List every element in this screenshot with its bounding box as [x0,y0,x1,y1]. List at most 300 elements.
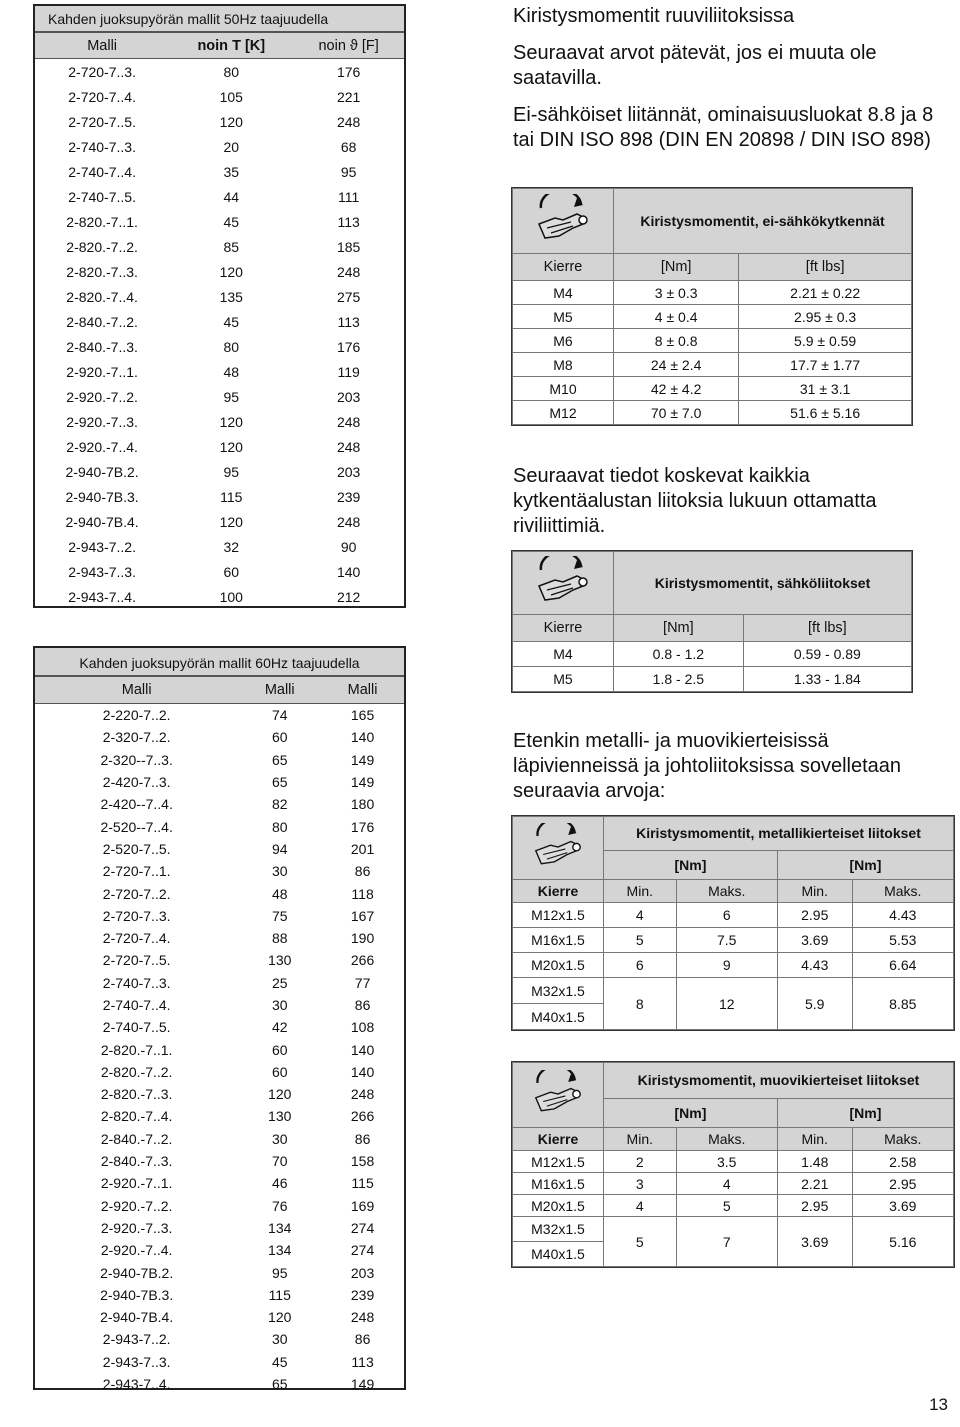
table-cell: 3 ± 0.3 [614,281,739,305]
table-row [513,305,912,329]
table-cell: 8 [604,978,677,1030]
table-row [513,953,954,978]
table-cell: 3.69 [777,1217,852,1267]
table-cell: M16x1.5 [513,928,604,953]
table-cell: 65 [271,751,288,768]
table-cell: 30 [271,1130,288,1147]
table-cell: 60 [223,563,240,580]
table-cell: 2-720-7..3. [102,907,171,924]
table-cell: 46 [271,1175,288,1192]
table-row [35,949,404,971]
header-cell: Kierre [513,615,614,642]
header-cell: Maks. [852,880,953,903]
table-row [35,1217,404,1239]
torque-table-body [513,642,912,692]
table-cell: 88 [271,930,288,947]
table-row [35,1261,404,1283]
table-cell: 5 [676,1195,777,1217]
table-row [35,1172,404,1194]
table-cell: 100 [219,588,243,605]
torque-table-title: Kiristysmomentit, muovikierteiset liitokset [604,1063,954,1099]
table-row [513,667,912,692]
table-cell: 2-420--7..4. [100,796,173,813]
table-cell: M20x1.5 [513,1195,604,1217]
unit-label: [Nm] [777,1098,953,1127]
table-cell: M12 [513,401,614,425]
table-cell: 113 [351,1353,374,1370]
table-cell: 86 [354,1331,371,1348]
table-cell: 115 [220,488,243,505]
table-cell: 2-940-7B.4. [65,513,139,530]
table-cell: 119 [337,363,360,380]
table-cell: 45 [223,313,240,330]
table-cell: 7.5 [676,928,777,953]
table-60hz [33,646,406,1393]
table-row [35,704,404,727]
table-row [35,1061,404,1083]
table-row [35,1328,404,1350]
table-cell: 158 [350,1153,375,1170]
table-cell: 201 [350,840,375,857]
header-cell: Min. [604,880,677,903]
table-cell: 2-840.-7..3. [66,338,138,355]
table-row [35,534,404,559]
table-60hz-title: Kahden juoksupyörän mallit 60Hz taajuudella [35,648,404,676]
torque-table-title-row [513,189,912,254]
table-cell: 95 [271,1264,288,1281]
table-cell: 2-840.-7..2. [66,313,138,330]
table-cell: 68 [340,138,357,155]
header-cell: [ft lbs] [739,254,912,281]
table-cell: 4 [604,903,677,928]
table-cell: 3 [604,1173,677,1195]
table-cell: 105 [219,88,243,105]
table-cell: 2-920.-7..1. [100,1175,173,1192]
table-cell: 176 [350,818,375,835]
table-cell: 2-220-7..2. [102,707,171,724]
table-cell: 80 [223,63,240,80]
table-cell: 32 [223,538,240,555]
torque-table-body [513,903,954,978]
table-cell: 1.8 - 2.5 [614,667,744,692]
wrench-icon-cell [513,1063,604,1128]
table-cell: 248 [336,438,361,455]
table-row [35,359,404,384]
table-cell: 140 [350,1041,375,1058]
table-row [35,309,404,334]
table-cell: 2-920.-7..2. [100,1197,173,1214]
table-cell: 95 [223,388,240,405]
table-cell: 2.21 ± 0.22 [739,281,912,305]
table-row [513,377,912,401]
table-cell: 48 [271,885,288,902]
table-row [35,1083,404,1105]
table-cell: 115 [351,1175,374,1192]
table-cell: 120 [268,1086,292,1103]
header-cell: Kierre [513,880,604,903]
table-cell: 76 [271,1197,288,1214]
table-row [513,353,912,377]
header-cell: Kierre [513,254,614,281]
table-cell: 5 [604,928,677,953]
table-cell: 2-940-7B.2. [65,463,139,480]
unit-label: [Nm] [604,850,778,879]
table-cell: 149 [350,1376,375,1393]
table-row [35,994,404,1016]
table-cell: 2-320-7..2. [102,729,171,746]
table-cell: 2-740-7..5. [102,1019,171,1036]
table-row [35,134,404,159]
table-row [35,209,404,234]
table-cell: 2-820.-7..2. [66,238,138,255]
table-cell: 1.48 [777,1151,852,1173]
torque-table-title: Kiristysmomentit, sähköliitokset [614,552,912,615]
table-cell: 2-943-7..4. [68,588,136,605]
table-cell: 4.43 [852,903,953,928]
table-cell: 2-940-7B.3. [100,1286,174,1303]
torque-table-title-row [513,552,912,615]
table-cell: 2-943-7..4. [102,1376,171,1393]
table-cell: 20 [223,138,240,155]
page-number: 13 [929,1395,948,1414]
table-cell: 2-740-7..5. [68,188,136,205]
table-cell: 248 [336,263,361,280]
table-cell: 8 ± 0.8 [614,329,739,353]
table-cell: 120 [219,438,243,455]
table-60hz-header [35,677,404,704]
table-cell: 203 [336,388,361,405]
table-row [35,384,404,409]
table-cell: 65 [271,1376,288,1393]
table-cell: 248 [350,1086,375,1103]
table-row [35,793,404,815]
header-cell: [Nm] [614,615,744,642]
table-row [35,184,404,209]
table-cell: 25 [271,974,288,991]
table-row [35,771,404,793]
header-cell: Kierre [513,1128,604,1151]
table-cell: M6 [513,329,614,353]
table-cell: 248 [336,413,361,430]
torque-table-metal [511,815,955,1031]
header-cell: Malli [238,677,321,704]
table-cell: 17.7 ± 1.77 [739,353,912,377]
table-cell: 8.85 [852,978,953,1030]
table-cell: 248 [350,1309,375,1326]
table-cell: 2-820.-7..2. [100,1063,173,1080]
table-cell: 2.95 ± 0.3 [739,305,912,329]
table-cell: 2-740-7..3. [102,974,171,991]
header-cell: Malli [35,677,238,704]
table-cell: 80 [223,338,240,355]
table-cell: 134 [268,1242,292,1259]
table-row [35,1105,404,1127]
header-cell: noin T [K] [169,33,293,59]
header-cell: Min. [777,1128,852,1151]
table-cell: 2-940-7B.4. [100,1309,174,1326]
table-cell: 9 [676,953,777,978]
paragraph-electrical: Seuraavat tiedot koskevat kaikkia kytkentäalustan liitoksia lukuun ottamatta riviliittimiä. [513,465,877,537]
table-cell: 2-920.-7..3. [66,413,138,430]
table-cell: M32x1.5 [513,1217,604,1242]
table-cell: 4 ± 0.4 [614,305,739,329]
table-cell: 2-943-7..3. [102,1353,171,1370]
table-cell: 2-920.-7..4. [100,1242,173,1259]
table-cell: 2.95 [777,903,852,928]
table-row [513,281,912,305]
table-cell: 2-943-7..2. [68,538,136,555]
table-cell: 42 ± 4.2 [614,377,739,401]
table-row [35,1150,404,1172]
torque-table-title: Kiristysmomentit, metallikierteiset liitokset [604,817,954,851]
table-cell: 2-720-7..5. [102,952,171,969]
table-cell: M32x1.5 [513,978,604,1004]
table-cell: 0.59 - 0.89 [743,642,911,667]
table-cell: 2 [604,1151,677,1173]
table-row [35,1284,404,1306]
torque-table-header [513,880,954,903]
table-cell: 31 ± 3.1 [739,377,912,401]
table-row [35,159,404,184]
wrench-icon-cell [513,552,614,615]
table-row [513,978,954,1004]
table-cell: 115 [268,1286,291,1303]
table-cell: 221 [336,88,361,105]
wrench-hand-icon [533,556,593,610]
table-cell: 2-920.-7..4. [66,438,138,455]
table-row [35,509,404,534]
table-cell: 74 [271,707,288,724]
table-cell: 3.5 [676,1151,777,1173]
table-cell: 2-520--7..4. [100,818,173,835]
table-50hz-body [35,59,404,610]
wrench-hand-icon [530,1070,586,1120]
paragraph-non-electrical: Ei-sähköiset liitännät, ominaisuusluokat 8.8 ja 8 tai DIN ISO 898 (DIN EN 20898 / DIN ISO 898) [513,104,934,151]
table-cell: 2-920.-7..2. [66,388,138,405]
table-cell: 2-720-7..3. [68,63,136,80]
table-cell: 6.64 [852,953,953,978]
table-row [35,584,404,609]
table-cell: 85 [223,238,240,255]
table-cell: 203 [336,463,361,480]
table-cell: 266 [350,952,375,969]
section-heading: Kiristysmomentit ruuviliitoksissa [513,5,795,27]
table-row [513,903,954,928]
table-cell: M40x1.5 [513,1004,604,1030]
table-row [513,1151,954,1173]
table-cell: 60 [271,1041,288,1058]
table-cell: 5.16 [852,1217,953,1267]
table-cell: 149 [350,751,375,768]
wrench-hand-icon [533,194,593,248]
table-cell: 6 [604,953,677,978]
table-row [513,1195,954,1217]
table-cell: 2.95 [852,1173,953,1195]
table-cell: 2-520-7..5. [102,840,171,857]
torque-table-header [513,615,912,642]
table-row [35,749,404,771]
table-cell: 2-840.-7..2. [100,1130,173,1147]
table-cell: 169 [350,1197,375,1214]
table-row [513,401,912,425]
table-row [35,459,404,484]
table-cell: 3.69 [777,928,852,953]
table-cell: 95 [340,163,357,180]
table-cell: 203 [350,1264,375,1281]
table-cell: 190 [350,930,375,947]
table-cell: 135 [219,288,243,305]
table-row [35,927,404,949]
table-cell: 94 [271,840,288,857]
table-row [35,59,404,85]
table-cell: 51.6 ± 5.16 [739,401,912,425]
table-cell: 12 [676,978,777,1030]
table-cell: 2-840.-7..3. [100,1153,173,1170]
table-cell: 2-920.-7..1. [66,363,138,380]
table-cell: 2-720-7..2. [102,885,171,902]
table-row [35,815,404,837]
table-row [35,409,404,434]
table-row [35,484,404,509]
table-cell: 140 [350,1063,375,1080]
table-cell: 2-940-7B.3. [65,488,139,505]
table-cell: 149 [350,774,375,791]
table-cell: 2-820.-7..3. [66,263,138,280]
table-cell: 140 [336,563,361,580]
table-cell: 45 [223,213,240,230]
table-cell: 2-740-7..3. [68,138,136,155]
table-row [35,860,404,882]
table-cell: 80 [271,818,288,835]
table-row [35,838,404,860]
table-cell: 120 [219,263,243,280]
table-cell: M4 [513,281,614,305]
table-cell: 274 [350,1242,375,1259]
table-cell: 4.43 [777,953,852,978]
header-cell: Malli [321,677,404,704]
table-row [35,434,404,459]
table-row [35,972,404,994]
table-row [35,905,404,927]
table-row [35,234,404,259]
table-cell: 90 [340,538,357,555]
table-cell: 2-820.-7..3. [100,1086,173,1103]
table-cell: 44 [223,188,240,205]
table-row [35,1306,404,1328]
table-row [35,726,404,748]
table-cell: 274 [350,1219,375,1236]
table-cell: 239 [336,488,361,505]
torque-table-plastic [511,1061,955,1268]
table-cell: 4 [604,1195,677,1217]
table-cell: 24 ± 2.4 [614,353,739,377]
torque-table-title: Kiristysmomentit, ei-sähkökytkennät [614,189,912,254]
table-cell: 45 [271,1353,288,1370]
table-cell: 86 [354,1130,371,1147]
table-cell: 42 [271,1019,288,1036]
table-cell: 30 [271,997,288,1013]
table-cell: 185 [336,238,361,255]
table-cell: M8 [513,353,614,377]
header-cell: [ft lbs] [743,615,911,642]
table-cell: 48 [223,363,240,380]
table-50hz-header [35,33,404,59]
paragraph-intro: Seuraavat arvot pätevät, jos ei muuta ole saatavilla. [513,42,877,89]
table-cell: 120 [219,413,243,430]
torque-table-body [513,281,912,425]
table-row [35,1239,404,1261]
table-cell: M20x1.5 [513,953,604,978]
header-cell: Malli [35,33,169,59]
table-cell: 70 [271,1153,288,1170]
table-50hz [33,4,406,608]
table-row [35,1128,404,1150]
table-row [513,928,954,953]
table-cell: 77 [354,974,371,991]
table-cell: 2-943-7..3. [68,563,136,580]
table-cell: 111 [338,188,360,205]
header-cell: Maks. [676,880,777,903]
header-cell: Min. [777,880,852,903]
table-cell: 130 [268,952,292,969]
table-cell: 2-740-7..4. [68,163,136,180]
table-cell: 35 [223,163,240,180]
table-cell: M12x1.5 [513,1151,604,1173]
table-cell: M16x1.5 [513,1173,604,1195]
table-cell: 130 [268,1108,292,1125]
table-cell: 2.21 [777,1173,852,1195]
table-cell: M5 [513,305,614,329]
table-cell: 167 [350,907,375,924]
table-row [35,1373,404,1395]
table-cell: 2-820.-7..4. [100,1108,173,1125]
table-cell: 2.95 [777,1195,852,1217]
table-row [513,642,912,667]
wrench-icon-cell [513,189,614,254]
table-cell: 2-720-7..1. [102,863,171,880]
table-cell: 3.69 [852,1195,953,1217]
table-cell: 30 [271,1331,288,1348]
table-cell: 2-720-7..5. [68,113,136,130]
table-cell: 140 [350,729,375,746]
table-cell: 5.53 [852,928,953,953]
table-cell: 2-420-7..3. [102,774,171,791]
table-cell: 118 [351,885,374,902]
header-cell: noin ϑ [F] [293,33,404,59]
table-row [35,559,404,584]
table-cell: 60 [271,729,288,746]
table-row [35,1351,404,1373]
table-cell: M10 [513,377,614,401]
table-cell: 176 [336,338,361,355]
table-cell: 82 [271,796,288,813]
table-cell: 60 [271,1063,288,1080]
table-cell: 212 [336,588,361,605]
unit-label: [Nm] [777,850,953,879]
table-cell: M4 [513,642,614,667]
table-cell: 2-320--7..3. [100,751,173,768]
table-cell: M5 [513,667,614,692]
paragraph-glands: Etenkin metalli- ja muovikierteisissä läpivienneissä ja johtoliitoksissa sovelletaan seuraavia arvoja: [513,730,901,802]
table-cell: 6 [676,903,777,928]
header-cell: Min. [604,1128,677,1151]
table-60hz-body [35,704,404,1396]
table-cell: 86 [354,863,371,880]
table-cell: M12x1.5 [513,903,604,928]
torque-table-body [513,1151,954,1217]
table-row [35,882,404,904]
table-cell: 65 [271,774,288,791]
